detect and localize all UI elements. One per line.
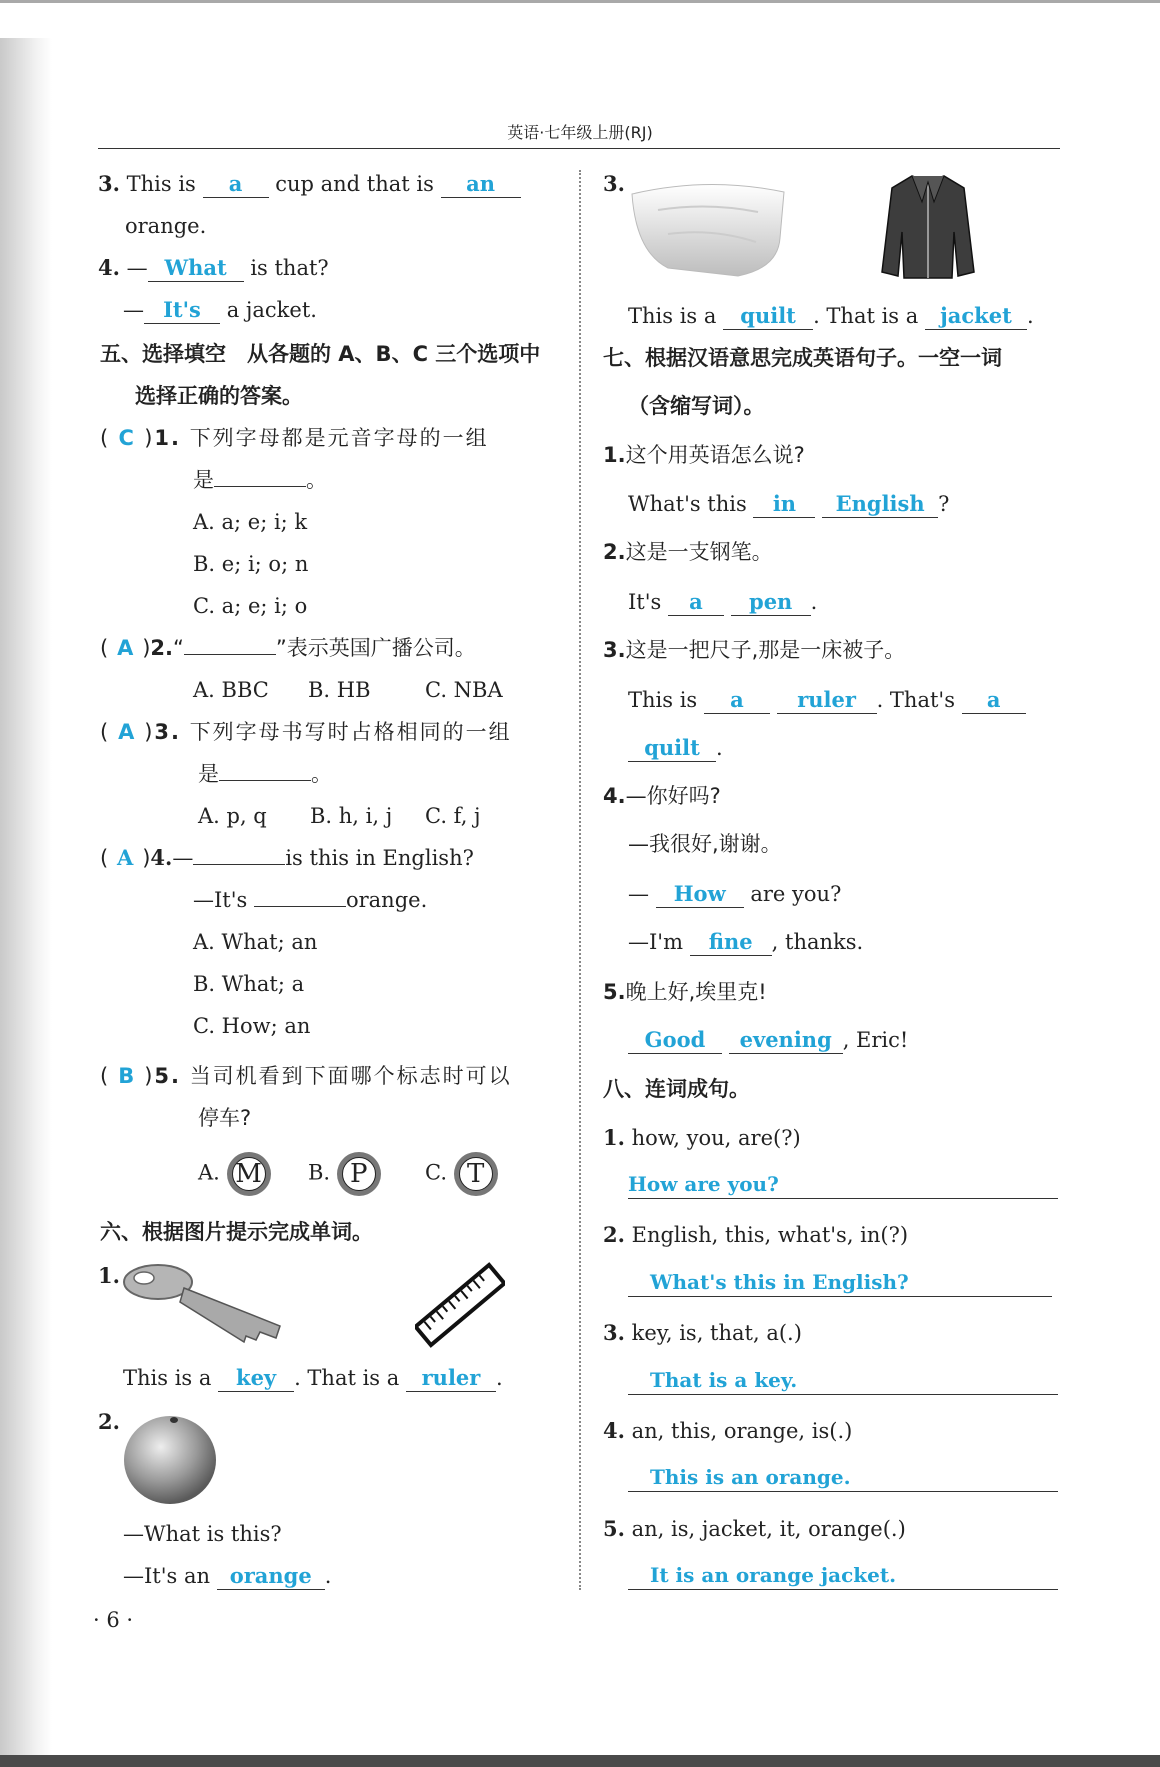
sec7-q5-chinese: 5.晚上好,埃里克! [603,980,767,1004]
header-rule [98,148,1060,149]
answer-blank: How [656,881,744,908]
mc-3-option-c: C. f, j [425,804,481,828]
sec7-q1-chinese: 1.这个用英语怎么说? [603,443,805,467]
sentence-text: cup and that is [275,172,434,196]
sentence-text: a jacket. [226,298,317,322]
mc-answer: A [117,845,134,870]
sec8-q4-words: 4. an, this, orange, is(.) [603,1418,853,1443]
mc-5-stem: ( B )5. 当司机看到下面哪个标志时可以 [100,1064,512,1088]
parking-sign-t-icon: T [454,1152,498,1196]
sec6-q2-line2: —It's an orange . [123,1563,332,1588]
sec7-q4-english: — How are you? [628,881,842,906]
mc-1-stem: ( C )1. 下列字母都是元音字母的一组 [100,426,489,450]
left-q4-line2 [123,296,317,324]
sec7-q2-chinese: 2.这是一支钢笔。 [603,540,773,564]
answer-blank: a [962,687,1026,714]
section-5-title: 五、选择填空 从各题的 A、B、C 三个选项中 [100,342,541,366]
sec6-q1-sentence: This is a key . That is a ruler . [123,1365,503,1390]
mc-2-option-c: C. NBA [425,678,503,702]
mc-3-stem: ( A )3. 下列字母书写时占格相同的一组 [100,720,512,744]
question-number: 1. [98,1263,120,1288]
mc-5-option-a: A. M [198,1152,271,1196]
mc-3-option-a: A. p, q [198,804,267,828]
answer-blank: orange [217,1563,325,1590]
mc-answer: C [118,426,136,450]
sec6-q2-line1: —What is this? [123,1522,282,1546]
sec7-q4-chinese: 4.—你好吗? [603,784,721,808]
answer-blank: fine [690,929,772,956]
sentence-text: is that? [250,256,329,280]
sec6-q3-sentence: This is a quilt . That is a jacket . [628,303,1034,328]
answer-blank: It's [144,297,220,324]
answer-blank: English [822,491,938,518]
section-8-title: 八、连词成句。 [603,1077,750,1101]
mc-3-option-b: B. h, i, j [310,804,393,828]
mc-1-option-c: C. a; e; i; o [193,594,308,618]
mc-2-stem: ( A )2.“ ”表示英国广播公司。 [100,636,476,660]
mc-5-option-b: B. P [308,1152,381,1196]
answer-blank: an [441,171,521,198]
mc-5-stem-2: 停车? [198,1106,252,1130]
sentence-text: This is [126,172,196,196]
answer-blank: a [704,687,770,714]
answer-blank: a [668,589,724,616]
page-top-edge [0,0,1160,3]
mc-2-option-b: B. HB [308,678,371,702]
question-number: 3. [154,720,181,744]
mc-1-stem-2: 是 。 [193,468,327,492]
quilt-icon [628,172,790,282]
key-icon [120,1262,290,1347]
mc-stem: ”表示英国广播公司。 [275,636,476,660]
page-number: · 6 · [93,1608,134,1632]
parking-sign-m-icon: M [227,1152,271,1196]
sec8-q3-words: 3. key, is, that, a(.) [603,1320,802,1345]
column-divider [579,170,581,1590]
page-left-shadow [0,38,52,1758]
sec8-q1-words: 1. how, you, are(?) [603,1125,801,1150]
question-number: 4. [150,845,173,870]
question-number: 2. [150,636,173,660]
sec7-q4-english-2: —I'm fine , thanks. [628,929,864,954]
sec7-q1-english: What's this in English ? [628,491,950,516]
mc-4-option-b: B. What; a [193,972,305,996]
mc-4-stem-2: —It's orange. [193,888,428,912]
question-number: 3. [98,171,120,196]
sec7-q4-chinese-2: —我很好,谢谢。 [628,832,782,856]
answer-blank: quilt [723,303,813,330]
answer-blank: evening [729,1027,843,1054]
left-q4-line1 [98,254,329,282]
mc-4-option-c: C. How; an [193,1014,311,1038]
answer-blank: a [203,171,269,198]
sec7-q3-english: This is a ruler . That's a [628,686,1026,714]
section-6-title: 六、根据图片提示完成单词。 [100,1220,373,1244]
question-number: 2. [98,1409,120,1434]
question-number: 4. [98,255,120,280]
jacket-icon [878,172,978,282]
question-number: 5. [154,1064,181,1088]
answer-blank: ruler [406,1365,496,1392]
sec8-q1-answer: How are you? [628,1170,1058,1199]
sec7-q3-english-2: quilt . [628,734,723,762]
ruler-icon [415,1262,505,1348]
answer-blank: jacket [925,303,1027,330]
left-q3-line2: orange. [125,214,207,238]
mc-1-option-a: A. a; e; i; k [193,510,308,534]
mc-stem: 下列字母书写时占格相同的一组 [189,720,512,744]
section-7-title: 七、根据汉语意思完成英语句子。一空一词 [603,346,1002,370]
left-q3-line1 [98,170,521,198]
mc-1-option-b: B. e; i; o; n [193,552,309,576]
sec8-q2-words: 2. English, this, what's, in(?) [603,1222,909,1247]
mc-stem: 当司机看到下面哪个标志时可以 [189,1064,512,1088]
mc-answer: A [117,636,134,660]
sec7-q5-english: Good evening , Eric! [628,1026,908,1054]
question-number: 3. [603,171,625,196]
mc-answer: A [118,720,137,744]
answer-blank: ruler [777,687,877,714]
sec7-q3-chinese: 3.这是一把尺子,那是一床被子。 [603,638,906,662]
sec8-q3-answer: That is a key. [628,1366,1058,1395]
mc-5-option-c: C. T [425,1152,498,1196]
mc-stem: is this in English? [285,846,474,870]
dash: — [126,256,148,280]
sec7-q2-english: It's a pen . [628,589,818,614]
mc-4-option-a: A. What; an [193,930,318,954]
sec8-q5-words: 5. an, is, jacket, it, orange(.) [603,1516,906,1541]
answer-blank: Good [628,1027,722,1054]
dash: — [123,298,144,322]
page-bottom-edge [0,1755,1160,1767]
section-7-title-2: （含缩写词）。 [628,394,765,418]
answer-blank: pen [731,589,811,616]
answer-blank: in [753,491,815,518]
mc-4-stem: ( A )4.— is this in English? [100,845,474,870]
question-number: 1. [154,426,181,450]
page-header: 英语·七年级上册(RJ) [507,123,653,142]
sec8-q5-answer: It is an orange jacket. [628,1561,1058,1590]
sec8-q2-answer: What's this in English? [628,1268,1052,1297]
sec8-q4-answer: This is an orange. [628,1463,1058,1492]
orange-icon [120,1410,220,1506]
answer-blank: What [148,255,244,282]
mc-answer: B [118,1064,137,1088]
parking-sign-p-icon: P [337,1152,381,1196]
mc-2-option-a: A. BBC [193,678,269,702]
mc-stem: 下列字母都是元音字母的一组 [189,426,489,450]
answer-blank: key [218,1365,294,1392]
answer-blank: quilt [628,735,716,762]
section-5-title-2: 选择正确的答案。 [135,384,303,408]
mc-3-stem-2: 是 。 [198,762,332,786]
